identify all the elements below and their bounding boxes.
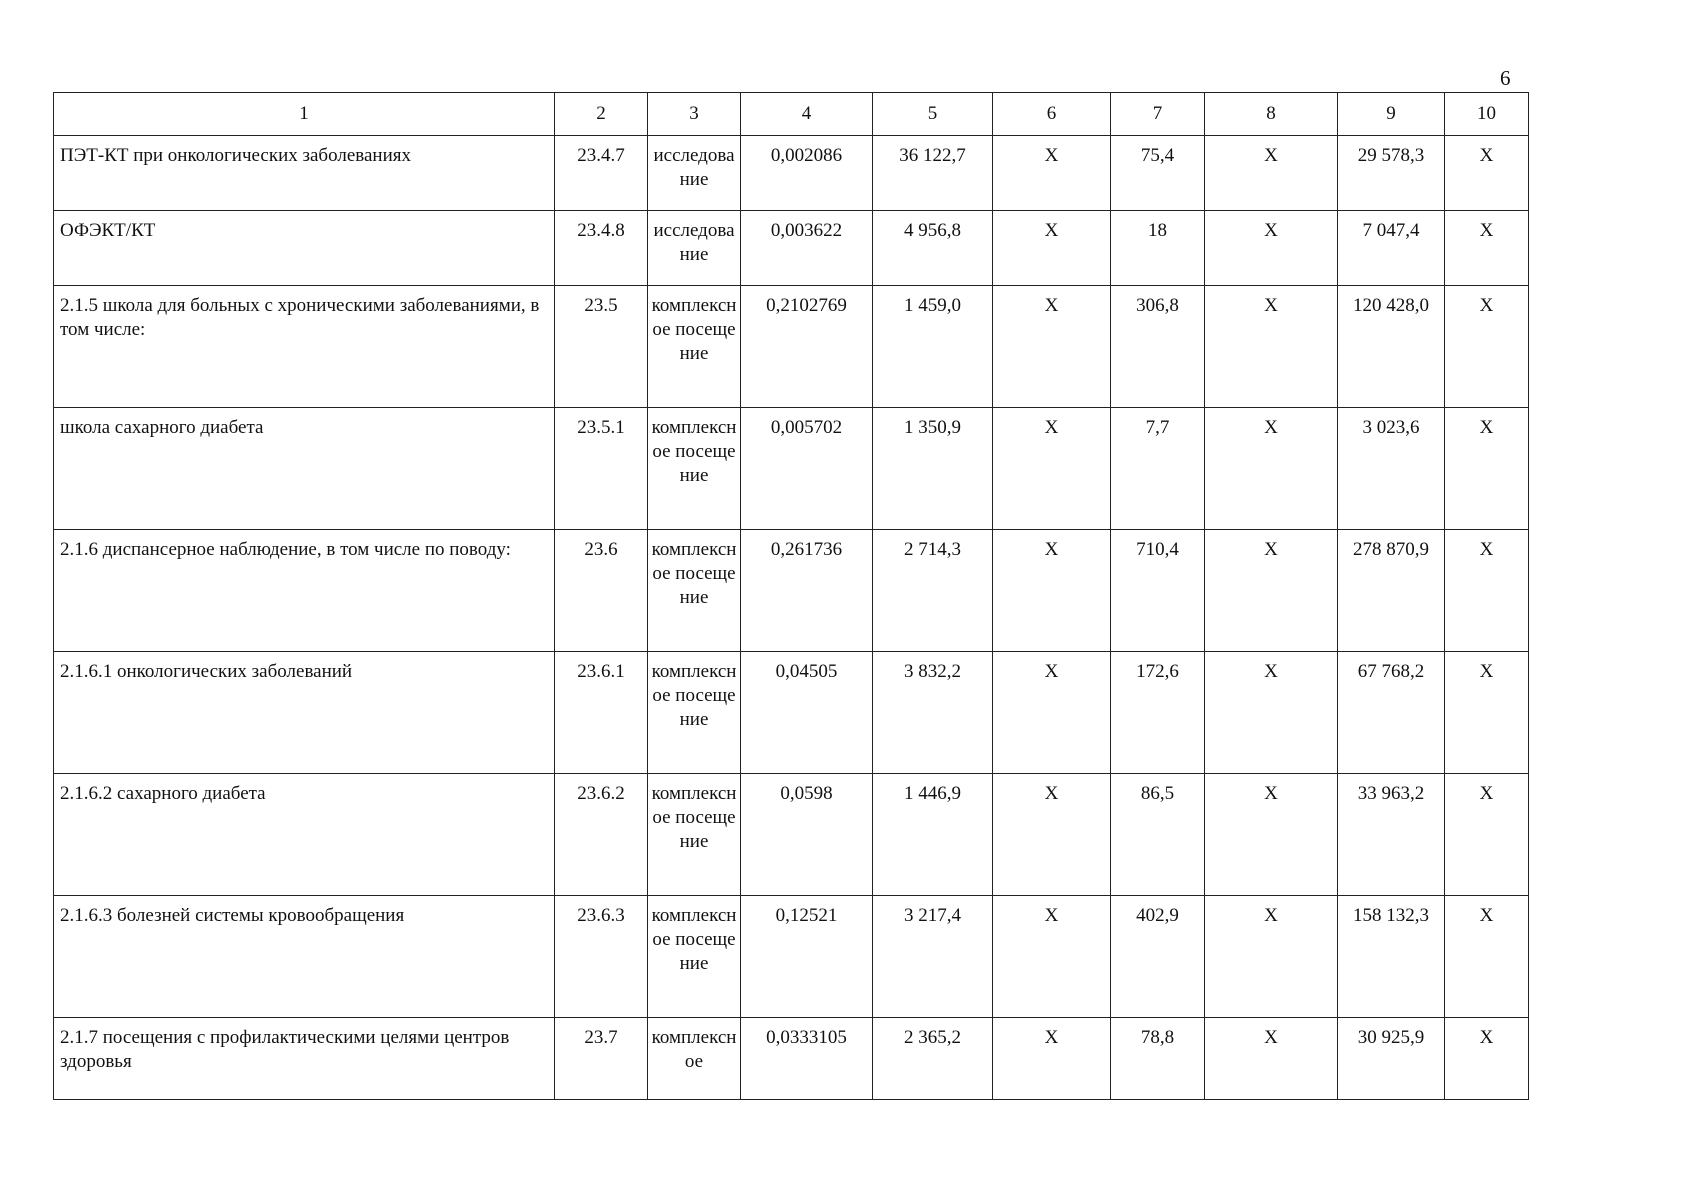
- row-col6: X: [993, 896, 1111, 1018]
- row-code: 23.5: [555, 286, 648, 408]
- row-col5: 36 122,7: [873, 136, 993, 211]
- table-row: [54, 136, 1529, 211]
- row-col4: 0,261736: [741, 530, 873, 652]
- table-row: [54, 1018, 1529, 1100]
- row-col7: 78,8: [1111, 1018, 1205, 1100]
- row-col10: X: [1445, 774, 1529, 896]
- row-name: 2.1.5 школа для больных с хроническими заболеваниями, в том числе:: [54, 286, 555, 408]
- row-col9: 30 925,9: [1338, 1018, 1445, 1100]
- table-row: [54, 652, 1529, 774]
- row-col8: X: [1205, 774, 1338, 896]
- row-code: 23.4.7: [555, 136, 648, 211]
- row-col4: 0,2102769: [741, 286, 873, 408]
- row-col9: 7 047,4: [1338, 211, 1445, 286]
- row-col4: 0,003622: [741, 211, 873, 286]
- row-col5: 3 832,2: [873, 652, 993, 774]
- row-col5: 1 459,0: [873, 286, 993, 408]
- row-col10: X: [1445, 652, 1529, 774]
- row-col4: 0,005702: [741, 408, 873, 530]
- row-col5: 2 714,3: [873, 530, 993, 652]
- row-col7: 710,4: [1111, 530, 1205, 652]
- row-col6: X: [993, 530, 1111, 652]
- row-col9: 158 132,3: [1338, 896, 1445, 1018]
- row-col5: 1 350,9: [873, 408, 993, 530]
- row-col6: X: [993, 774, 1111, 896]
- row-code: 23.6.1: [555, 652, 648, 774]
- row-col6: X: [993, 408, 1111, 530]
- row-col7: 402,9: [1111, 896, 1205, 1018]
- header-cell: 5: [873, 93, 993, 136]
- table-row: [54, 774, 1529, 896]
- row-unit: комплексное посещение: [648, 408, 741, 530]
- row-name: ОФЭКТ/КТ: [54, 211, 555, 286]
- row-col10: X: [1445, 530, 1529, 652]
- row-col6: X: [993, 286, 1111, 408]
- row-unit: комплексное посещение: [648, 652, 741, 774]
- table-row: [54, 530, 1529, 652]
- row-code: 23.4.8: [555, 211, 648, 286]
- row-name: 2.1.6.1 онкологических заболеваний: [54, 652, 555, 774]
- table-row: [54, 408, 1529, 530]
- table-row: [54, 896, 1529, 1018]
- data-table: [53, 92, 1529, 1100]
- row-unit: комплексное посещение: [648, 774, 741, 896]
- header-cell: 6: [993, 93, 1111, 136]
- row-col4: 0,12521: [741, 896, 873, 1018]
- row-code: 23.5.1: [555, 408, 648, 530]
- row-col10: X: [1445, 286, 1529, 408]
- row-col6: X: [993, 211, 1111, 286]
- row-col5: 1 446,9: [873, 774, 993, 896]
- row-name: 2.1.7 посещения с профилактическими целями центров здоровья: [54, 1018, 555, 1100]
- row-col9: 3 023,6: [1338, 408, 1445, 530]
- row-col8: X: [1205, 896, 1338, 1018]
- table-row: [54, 286, 1529, 408]
- row-col10: X: [1445, 136, 1529, 211]
- row-code: 23.6.2: [555, 774, 648, 896]
- row-name: 2.1.6.2 сахарного диабета: [54, 774, 555, 896]
- row-col9: 67 768,2: [1338, 652, 1445, 774]
- row-col7: 7,7: [1111, 408, 1205, 530]
- row-col6: X: [993, 1018, 1111, 1100]
- row-col8: X: [1205, 136, 1338, 211]
- row-unit: исследование: [648, 211, 741, 286]
- header-cell: 3: [648, 93, 741, 136]
- row-name: ПЭТ-КТ при онкологических заболеваниях: [54, 136, 555, 211]
- row-col7: 306,8: [1111, 286, 1205, 408]
- header-cell: 8: [1205, 93, 1338, 136]
- row-unit: комплексное посещение: [648, 896, 741, 1018]
- row-code: 23.6: [555, 530, 648, 652]
- row-unit: комплексное: [648, 1018, 741, 1100]
- row-col10: X: [1445, 1018, 1529, 1100]
- table-row: [54, 211, 1529, 286]
- row-code: 23.7: [555, 1018, 648, 1100]
- row-col10: X: [1445, 408, 1529, 530]
- row-col10: X: [1445, 211, 1529, 286]
- row-col6: X: [993, 652, 1111, 774]
- row-col8: X: [1205, 408, 1338, 530]
- row-name: школа сахарного диабета: [54, 408, 555, 530]
- row-col7: 172,6: [1111, 652, 1205, 774]
- header-cell: 9: [1338, 93, 1445, 136]
- header-cell: 7: [1111, 93, 1205, 136]
- row-col7: 75,4: [1111, 136, 1205, 211]
- row-name: 2.1.6 диспансерное наблюдение, в том числе по поводу:: [54, 530, 555, 652]
- header-cell: 4: [741, 93, 873, 136]
- page-number: 6: [1500, 66, 1511, 90]
- row-col4: 0,0598: [741, 774, 873, 896]
- row-col8: X: [1205, 286, 1338, 408]
- row-unit: исследование: [648, 136, 741, 211]
- row-col9: 33 963,2: [1338, 774, 1445, 896]
- header-cell: 10: [1445, 93, 1529, 136]
- row-col7: 18: [1111, 211, 1205, 286]
- row-col4: 0,0333105: [741, 1018, 873, 1100]
- row-col5: 2 365,2: [873, 1018, 993, 1100]
- row-col9: 29 578,3: [1338, 136, 1445, 211]
- row-col10: X: [1445, 896, 1529, 1018]
- row-col7: 86,5: [1111, 774, 1205, 896]
- row-col4: 0,002086: [741, 136, 873, 211]
- row-col9: 120 428,0: [1338, 286, 1445, 408]
- row-col6: X: [993, 136, 1111, 211]
- row-col8: X: [1205, 530, 1338, 652]
- table-header-row: [54, 93, 1529, 136]
- header-cell: 1: [54, 93, 555, 136]
- header-cell: 2: [555, 93, 648, 136]
- row-col8: X: [1205, 652, 1338, 774]
- row-name: 2.1.6.3 болезней системы кровообращения: [54, 896, 555, 1018]
- row-unit: комплексное посещение: [648, 286, 741, 408]
- row-code: 23.6.3: [555, 896, 648, 1018]
- row-col5: 3 217,4: [873, 896, 993, 1018]
- row-col9: 278 870,9: [1338, 530, 1445, 652]
- row-col8: X: [1205, 1018, 1338, 1100]
- row-col5: 4 956,8: [873, 211, 993, 286]
- row-col8: X: [1205, 211, 1338, 286]
- row-col4: 0,04505: [741, 652, 873, 774]
- row-unit: комплексное посещение: [648, 530, 741, 652]
